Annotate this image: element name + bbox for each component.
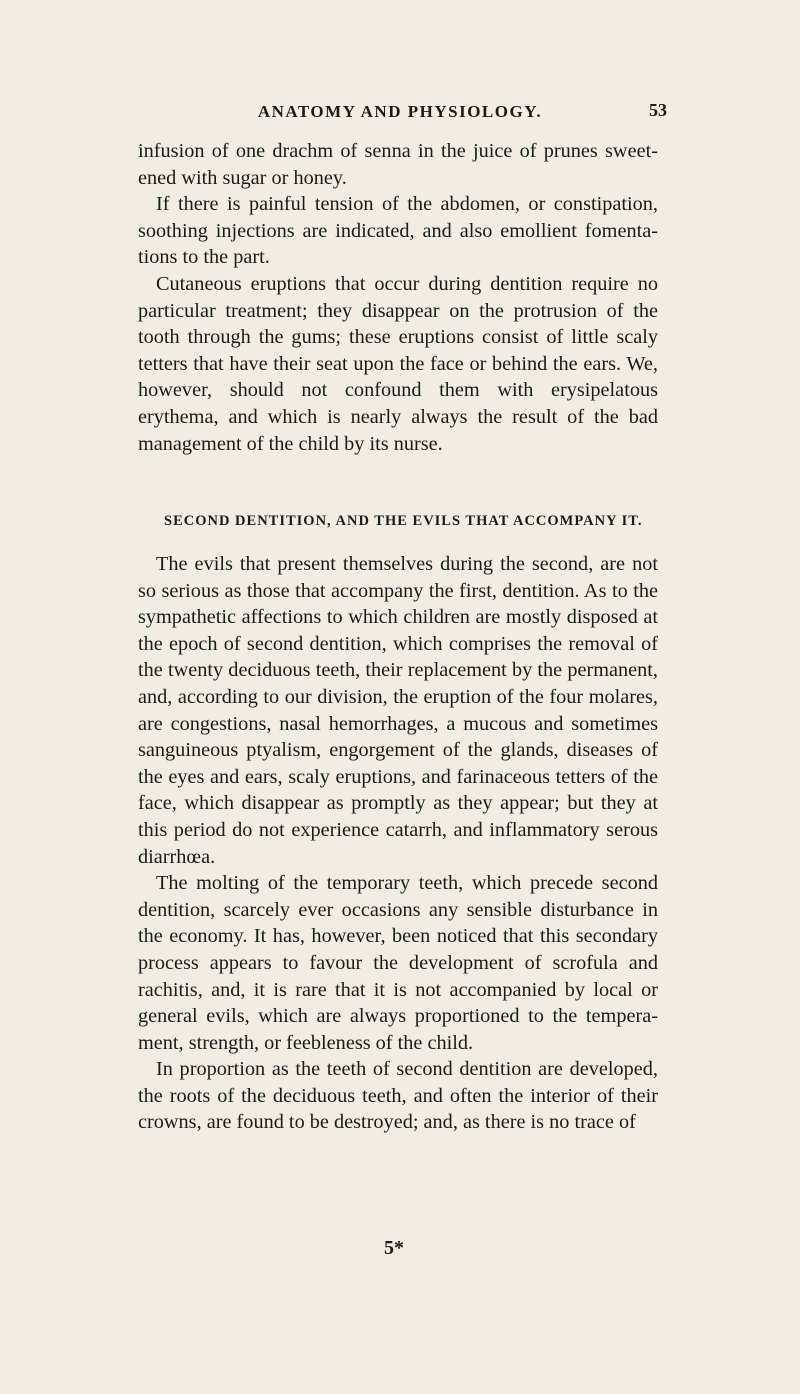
paragraph: In proportion as the teeth of second dentition are developed, the roots of the deciduous teeth, and often the interior of their crowns, are found to be destroyed; and, as there is no trace of [138, 1058, 658, 1134]
section-a-body [138, 138, 658, 457]
paragraph: The evils that present themselves during the second, are not so serious as those that accompany the first, dentition. As to the sympathetic affections to which children are mostly disposed at the epoch of second dentition, which comprises the removal of the twenty deciduous teeth, their replacement by the permanent, and, according to our division, the eruption of the four molares, are congestions, nasal hemorrhages, a mucous and sometimes sanguineous ptyalism, engorgement of the glands, diseases of the eyes and ears, scaly eruptions, and farinaceous tetters of the face, which disappear as promptly as they appear; but they at this period do not experience catarrh, and inflammatory serous diarrhœa. [138, 553, 658, 868]
paragraph: infusion of one drachm of senna in the juice of prunes sweetened with sugar or honey. [138, 140, 658, 189]
running-head: ANATOMY AND PHYSIOLOGY. [257, 102, 543, 121]
section-heading: SECOND DENTITION, AND THE EVILS THAT ACCOMPANY IT. [164, 513, 643, 529]
paragraph: The molting of the temporary teeth, which precede second dentition, scarcely ever occasions any sensible disturbance in the economy. It has, however, been noticed that this secondary process appears to favour the development of scrofula and rachitis, and, it is rare that it is not accompanied by local or general evils, which are always proportioned to the temperament, strength, or feebleness of the child. [138, 872, 658, 1054]
page-number: 53 [649, 100, 667, 120]
signature-mark: 5* [384, 1237, 404, 1259]
paragraph: If there is painful tension of the abdomen, or constipation, soothing injections are indicated, and also emollient fomentations to the part. [138, 193, 658, 269]
section-b-body [138, 551, 658, 1136]
paragraph: Cutaneous eruptions that occur during dentition require no particular treatment; they disappear on the protrusion of the tooth through the gums; these eruptions consist of little scaly tetters that have their seat upon the face or behind the ears. We, however, should not confound them with erysipelatous erythema, and which is nearly always the result of the bad management of the child by its nurse. [138, 272, 658, 455]
